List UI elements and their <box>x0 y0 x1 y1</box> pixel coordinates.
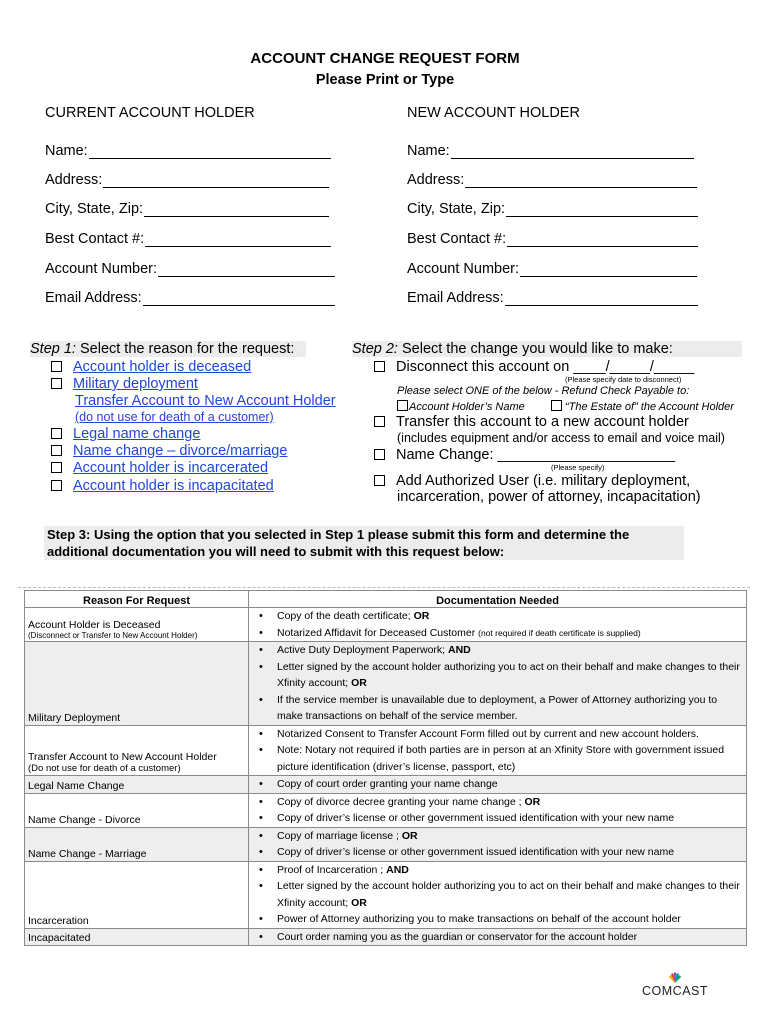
docs-cell: • Proof of Incarceration ; AND • Letter signed by the account holder authorizing you to act on their behalf and make changes to their Xfinity account; OR • Power of Attorney authorizing you to make transactions on behalf of the account holder <box>249 861 747 928</box>
step2-name-change-note: (Please specify) <box>551 463 605 472</box>
checkbox[interactable] <box>51 462 62 473</box>
step2-refund-option-estate[interactable]: “The Estate of” the Account Holder <box>551 400 734 413</box>
docs-cell: • Copy of court order granting your name change <box>249 776 747 794</box>
table-row <box>25 608 747 642</box>
step1-option-legal-name[interactable]: Legal name change <box>51 426 200 442</box>
reason-cell: Legal Name Change <box>25 776 249 794</box>
docs-cell: • Copy of the death certificate; OR • Notarized Affidavit for Deceased Customer (not required if death certificate is supplied) <box>249 608 747 642</box>
current-address-field[interactable]: Address: <box>45 172 329 188</box>
step2-add-user-line2: incarceration, power of attorney, incapacitation) <box>397 489 701 505</box>
step1-title: Select the reason for the request: <box>75 341 295 357</box>
new-account-number-field[interactable]: Account Number: <box>407 261 697 277</box>
table-row <box>25 776 747 794</box>
new-contact-field[interactable]: Best Contact #: <box>407 231 698 247</box>
step2-option-transfer[interactable]: Transfer this account to a new account holder <box>374 414 689 430</box>
step1-option-transfer[interactable]: Transfer Account to New Account Holder <box>75 393 336 409</box>
current-contact-field[interactable]: Best Contact #: <box>45 231 331 247</box>
step1-option-military[interactable]: Military deployment <box>51 376 198 392</box>
step1-transfer-note: (do not use for death of a customer) <box>75 410 274 424</box>
table-row <box>25 642 747 726</box>
step2-disconnect-note: (Please specify date to disconnect) <box>565 375 682 384</box>
checkbox[interactable] <box>51 445 62 456</box>
comcast-logo <box>640 972 710 998</box>
table-row <box>25 861 747 928</box>
step2-title: Select the change you would like to make: <box>397 341 673 357</box>
step1-option-incarcerated[interactable]: Account holder is incarcerated <box>51 460 268 476</box>
checkbox[interactable] <box>551 400 562 411</box>
new-address-field[interactable]: Address: <box>407 172 697 188</box>
table-row <box>25 827 747 861</box>
new-city-state-zip-field[interactable]: City, State, Zip: <box>407 201 698 217</box>
current-holder-heading: CURRENT ACCOUNT HOLDER <box>45 105 255 121</box>
step1-option-divorce-marriage[interactable]: Name change – divorce/marriage <box>51 443 287 459</box>
checkbox[interactable] <box>374 416 385 427</box>
current-name-field[interactable]: Name: <box>45 143 331 159</box>
checkbox[interactable] <box>51 378 62 389</box>
docs-cell: • Notarized Consent to Transfer Account Form filled out by current and new account holders. • Note: Notary not required if both parties are in person at an Xfinity Store with government issued picture identification (driver’s license, passport, etc) <box>249 725 747 776</box>
table-row <box>25 725 747 776</box>
current-city-state-zip-field[interactable]: City, State, Zip: <box>45 201 329 217</box>
form-title: ACCOUNT CHANGE REQUEST FORM <box>250 50 520 67</box>
current-email-field[interactable]: Email Address: <box>45 290 335 306</box>
reason-cell: Transfer Account to New Account Holder (Do not use for death of a customer) <box>25 725 249 776</box>
docs-cell: • Copy of marriage license ; OR • Copy of driver’s license or other government issued identification with your new name <box>249 827 747 861</box>
new-holder-heading: NEW ACCOUNT HOLDER <box>407 105 580 121</box>
new-email-field[interactable]: Email Address: <box>407 290 698 306</box>
comcast-brand: COMCAST <box>642 984 708 998</box>
documentation-table <box>24 590 747 946</box>
checkbox[interactable] <box>374 449 385 460</box>
reason-cell: Name Change - Marriage <box>25 827 249 861</box>
step2-option-disconnect[interactable]: Disconnect this account on ____/_____/_____ <box>374 359 694 375</box>
reason-cell: Incapacitated <box>25 928 249 946</box>
step2-refund-label: Please select ONE of the below - Refund Check Payable to: <box>397 385 690 397</box>
current-account-number-field[interactable]: Account Number: <box>45 261 335 277</box>
checkbox[interactable] <box>374 361 385 372</box>
form-subtitle: Please Print or Type <box>315 72 455 88</box>
checkbox[interactable] <box>51 480 62 491</box>
reason-cell: Name Change - Divorce <box>25 793 249 827</box>
nbc-peacock-icon <box>667 972 683 984</box>
checkbox[interactable] <box>397 400 408 411</box>
reason-cell: Account Holder is Deceased (Disconnect or Transfer to New Account Holder) <box>25 608 249 642</box>
checkbox[interactable] <box>51 428 62 439</box>
step2-option-add-user[interactable]: Add Authorized User (i.e. military deployment, <box>374 473 690 489</box>
step2-label: Step 2: <box>352 341 398 357</box>
step3-instructions <box>44 526 684 560</box>
step1-option-deceased[interactable]: Account holder is deceased <box>51 359 251 375</box>
step1-label: Step 1: <box>30 341 76 357</box>
checkbox[interactable] <box>51 361 62 372</box>
docs-cell: • Court order naming you as the guardian or conservator for the account holder <box>249 928 747 946</box>
table-header-row <box>25 591 747 608</box>
reason-header: Reason For Request <box>25 591 249 608</box>
step3-line1: Step 3: Using the option that you selected in Step 1 please submit this form and determine the <box>47 527 630 542</box>
step2-refund-option-holder[interactable]: Account Holder’s Name <box>397 400 525 413</box>
reason-cell: Incarceration <box>25 861 249 928</box>
reason-cell: Military Deployment <box>25 642 249 726</box>
step2-header <box>352 341 742 357</box>
step1-option-incapacitated[interactable]: Account holder is incapacitated <box>51 478 274 494</box>
step2-transfer-note: (includes equipment and/or access to email and voice mail) <box>397 431 725 445</box>
step1-header <box>30 341 306 357</box>
table-row <box>25 793 747 827</box>
section-divider <box>18 587 750 588</box>
checkbox[interactable] <box>374 475 385 486</box>
documentation-header: Documentation Needed <box>249 591 747 608</box>
new-name-field[interactable]: Name: <box>407 143 694 159</box>
docs-cell: • Copy of divorce decree granting your name change ; OR • Copy of driver’s license or other government issued identification with your new name <box>249 793 747 827</box>
step3-line2: additional documentation you will need to submit with this request below: <box>47 544 505 559</box>
step2-option-name-change[interactable]: Name Change: ______________________ <box>374 447 675 463</box>
table-row <box>25 928 747 946</box>
docs-cell: • Active Duty Deployment Paperwork; AND • Letter signed by the account holder authorizing you to act on their behalf and make changes to their Xfinity account; OR • If the service member is unavailable due to deployment, a Power of Attorney authorizing you to make transactions on behalf of the service member. <box>249 642 747 726</box>
